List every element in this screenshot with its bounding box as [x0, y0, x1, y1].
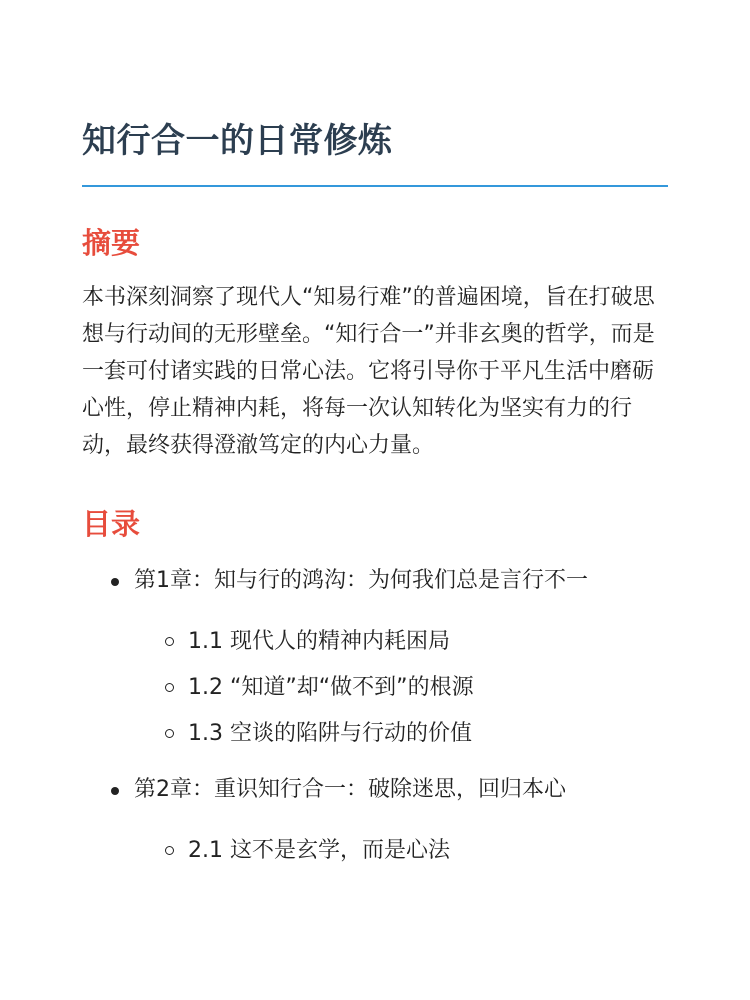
- chapter-1-sections: [134, 619, 668, 757]
- chapter-2-sections: [134, 828, 668, 874]
- abstract-heading: 摘要: [82, 226, 141, 260]
- toc-section: 2.1 这不是玄学，而是心法: [134, 828, 668, 874]
- toc-chapter-1: [82, 562, 668, 757]
- toc-heading: 目录: [82, 507, 141, 541]
- page-title: 知行合一的日常修炼: [82, 121, 393, 161]
- toc-section: 1.3 空谈的陷阱与行动的价值: [134, 711, 668, 757]
- table-of-contents: [82, 562, 668, 874]
- toc-section: 1.2 “知道”却“做不到”的根源: [134, 665, 668, 711]
- title-divider: [82, 185, 668, 187]
- toc-section: 1.1 现代人的精神内耗困局: [134, 619, 668, 665]
- toc-chapter-2: [82, 771, 668, 874]
- chapter-label: 第1章：知与行的鸿沟：为何我们总是言行不一: [134, 568, 588, 593]
- abstract-paragraph: 本书深刻洞察了现代人“知易行难”的普遍困境，旨在打破思想与行动间的无形壁垒。“知行合一”并非玄奥的哲学，而是一套可付诸实践的日常心法。它将引导你于平凡生活中磨砺心性，停止精神内耗，将每一次认知转化为坚实有力的行动，最终获得澄澈笃定的内心力量。: [82, 285, 655, 458]
- chapter-label: 第2章：重识知行合一：破除迷思，回归本心: [134, 777, 566, 802]
